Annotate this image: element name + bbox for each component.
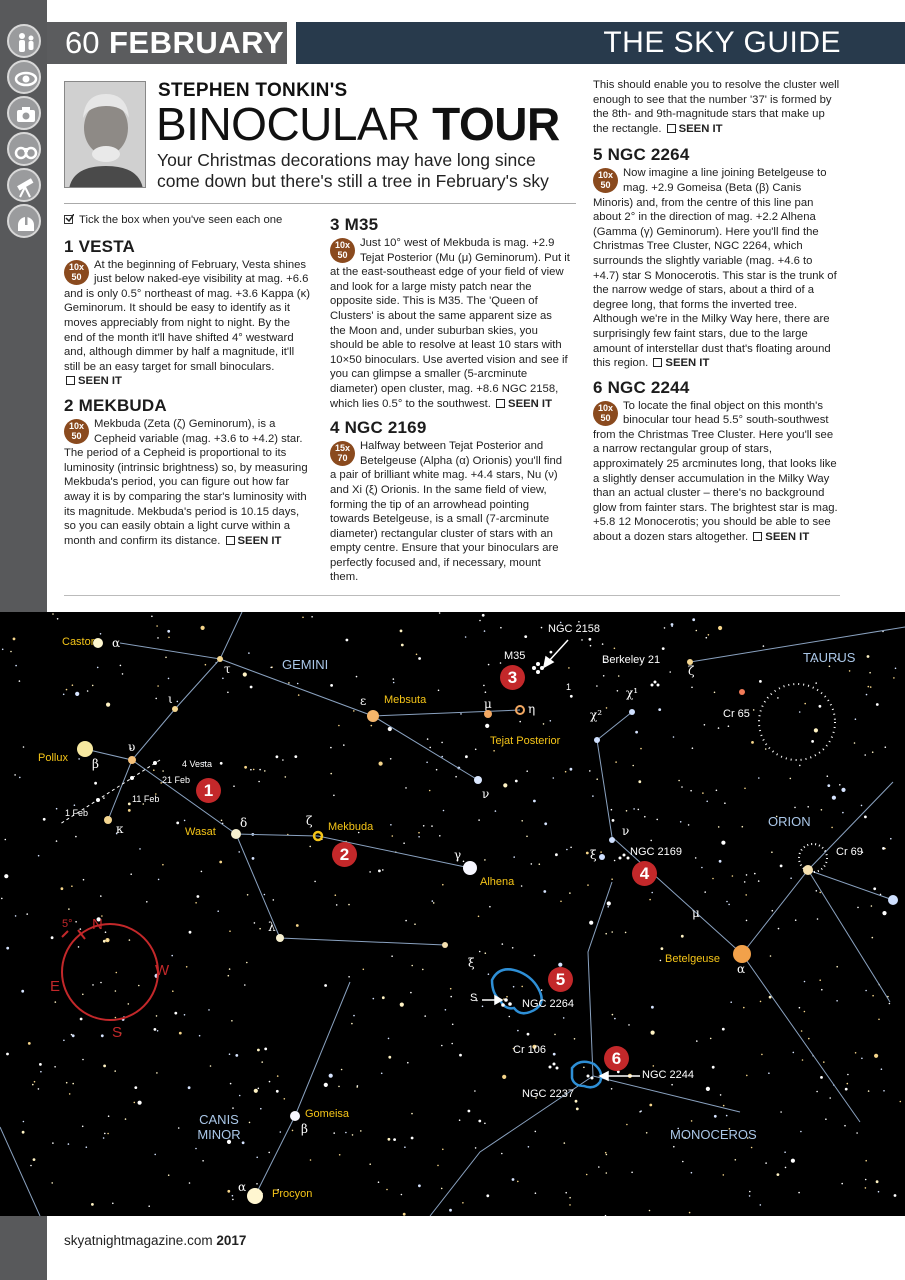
object-text: At the beginning of February, Vesta shines just below naked-eye visibility at mag. +6.6 and is only 0.5° northeast of mag. +3.6 Kappa (κ) Geminorum. It should be easy to identify as it moves appreciably from night to night. By the end of the month it'll have shifted 4° westward and, although dimmer by half a magnitude, it'll still be an easy target for small binoculars.: [64, 258, 310, 373]
column-2: [330, 214, 570, 591]
object-label: NGC 2237: [522, 1088, 574, 1100]
object-6: [593, 377, 841, 545]
greek-letter-label: γ: [454, 848, 462, 862]
checkbox-icon: [64, 215, 73, 224]
background-stars: [1, 612, 901, 1216]
observatory-icon[interactable]: [7, 204, 41, 238]
binocular-size-badge: 10x 50: [593, 401, 618, 426]
compass-rose: [62, 924, 158, 1020]
greek-letter-label: υ: [128, 740, 136, 754]
star-label: Pollux: [38, 752, 68, 764]
compass-east: E: [50, 978, 61, 995]
object-label: Cr 106: [513, 1044, 547, 1056]
divider: [64, 595, 840, 596]
greek-letter-label: α: [112, 636, 121, 650]
seen-it-checkbox[interactable]: SEEN IT: [494, 398, 552, 410]
people-icon[interactable]: [7, 24, 41, 58]
star-label: Procyon: [272, 1188, 313, 1200]
cr69-circle: [799, 844, 827, 872]
greek-letter-label: μ: [484, 697, 492, 711]
page-number: 60: [65, 25, 100, 60]
tick-note: [64, 213, 312, 228]
star-label: Castor: [62, 636, 95, 648]
star-label: Alhena: [480, 876, 515, 888]
cr65-circle: [759, 684, 835, 760]
binocular-size-badge: 10x 50: [64, 419, 89, 444]
greek-letter-label: ν: [482, 787, 490, 801]
object-2: [64, 395, 312, 548]
greek-letter-label: τ: [224, 662, 231, 676]
eye-icon[interactable]: [7, 60, 41, 94]
marker-3: 3: [500, 665, 525, 690]
marker-1: 1: [196, 778, 221, 803]
seen-it-checkbox[interactable]: SEEN IT: [751, 531, 809, 543]
object-text: Halfway between Tejat Posterior and Betelgeuse (Alpha (α) Orionis) you'll find a pair of brilliant white mag. +4.4 stars, Nu (ν) and Xi (ξ) Orionis. In the same field of view, forming the tip of an arrowhead pointing towards Betelgeuse, is a small (7-arcminute diameter) rectangular cluster of stars with an empty centre. Ensure that your binoculars are perfectly focused and, if necessary, mount them.: [330, 440, 563, 584]
greek-letter-label: χ¹: [626, 686, 639, 700]
star-label: Mebsuta: [384, 694, 427, 706]
greek-letter-label: β: [92, 757, 99, 771]
constellation-label: CANIS MINOR: [197, 1112, 241, 1142]
marker-4: 4: [632, 861, 657, 886]
footer-site: skyatnightmagazine.com: [64, 1233, 213, 1248]
column-1: [64, 213, 312, 554]
seen-it-checkbox[interactable]: SEEN IT: [665, 123, 723, 135]
object-label: Cr 65: [723, 708, 750, 720]
feature-title-bold: TOUR: [432, 98, 560, 150]
section-title: THE SKY GUIDE: [603, 26, 841, 59]
object-4: [330, 417, 570, 585]
flamsteed-label: 1: [566, 682, 572, 692]
object-heading: 4 NGC 2169: [330, 418, 427, 438]
author-name: STEPHEN TONKIN'S: [158, 80, 348, 101]
object-label: Cr 69: [836, 846, 863, 858]
compass-west: W: [155, 962, 170, 979]
binoculars-icon[interactable]: [7, 132, 41, 166]
greek-letter-label: ι: [168, 692, 173, 706]
object-3: [330, 214, 570, 411]
seen-it-checkbox[interactable]: SEEN IT: [64, 375, 122, 387]
seen-it-checkbox[interactable]: SEEN IT: [224, 535, 282, 547]
binocular-size-badge: 10x 50: [330, 238, 355, 263]
greek-letter-label: ζ: [688, 664, 695, 678]
object-label: NGC 2169: [630, 846, 682, 858]
vesta-date-label: 1 Feb: [65, 808, 89, 818]
seen-it-checkbox[interactable]: SEEN IT: [651, 357, 709, 369]
marker-2: 2: [332, 842, 357, 867]
constellation-label: ORION: [768, 814, 811, 829]
greek-letter-label: κ: [116, 822, 124, 836]
star-label: Wasat: [185, 826, 216, 838]
column-3: [593, 78, 841, 551]
star-label: Mekbuda: [328, 821, 374, 833]
compass-south: S: [112, 1024, 123, 1041]
greek-letter-label: η: [528, 702, 536, 716]
greek-letter-label: λ: [268, 920, 276, 934]
object-heading: 1 VESTA: [64, 236, 135, 256]
ngc2237-nebula: [572, 1062, 601, 1088]
object-label: S: [470, 992, 478, 1004]
constellation-label: TAURUS: [803, 650, 856, 665]
greek-letter-label: ξ: [468, 956, 475, 970]
compass-scale: 5°: [62, 918, 73, 930]
object-text: To locate the final object on this month's binocular tour head 5.5° south-southwest from the Christmas Tree Cluster. Here you'll see a narrow rectangular group of stars, approximately 25 arcminutes long, that looks like a slightly denser accumulation in the Milky Way than an actual cluster – there's no background glow from fainter stars. The brightest star is mag. +5.8 12 Monocerotis; you should be able to see about a dozen stars altogether.: [593, 399, 838, 544]
pointer-arrows: [482, 640, 640, 1080]
author-portrait: [64, 81, 146, 188]
star-label: Betelgeuse: [665, 953, 721, 965]
feature-title-light: BINOCULAR: [156, 98, 420, 150]
star-label: Tejat Posterior: [490, 735, 561, 747]
star-chart: [0, 612, 905, 1216]
object-label: M35: [504, 650, 526, 662]
object-text: Now imagine a line joining Betelgeuse to mag. +2.9 Gomeisa (Beta (β) Canis Minoris) and, from the centre of this line pan about 2° in the direction of mag. +2.2 Alhena (Gamma (γ) Geminorum). Here you'll find the Christmas Tree Cluster, NGC 2264, which surrounds the slightly variable (mag. +4.6 to +4.7) star S Monocerotis. This star is the trunk of the narrow wedge of stars, about a third of a degree long, that forms the inverted tree. Although we're in the Milky Way here, there are surprisingly few faint stars, due to the large amount of interstellar dust that's floating around this region.: [593, 167, 837, 370]
greek-letter-label: β: [301, 1122, 308, 1136]
footer-year: 2017: [216, 1233, 247, 1248]
object-heading: 2 MEKBUDA: [64, 395, 167, 415]
binocular-size-badge: 10x 50: [64, 260, 89, 285]
object-label: NGC 2244: [642, 1069, 694, 1081]
star-label: Gomeisa: [305, 1108, 350, 1120]
header-left-bar: [47, 22, 287, 64]
binocular-size-badge: 10x 50: [593, 168, 618, 193]
object-text-continued: This should enable you to resolve the cluster well enough to see that the number '37' is formed by the 8th- and 9th-magnitude stars that make up the rectangle.: [593, 79, 840, 135]
camera-icon[interactable]: [7, 96, 41, 130]
object-1: [64, 236, 312, 389]
star-chart-graphics: [0, 612, 905, 1216]
binocular-size-badge: 15x 70: [330, 441, 355, 466]
constellation-label: MONOCEROS: [670, 1127, 757, 1142]
greek-letter-label: δ: [240, 816, 248, 830]
divider: [64, 203, 576, 204]
header-right-bar: [296, 22, 905, 64]
marker-6: 6: [604, 1046, 629, 1071]
footer: [64, 1233, 246, 1248]
greek-letter-label: ν: [622, 824, 630, 838]
vesta-label: 4 Vesta: [182, 759, 213, 769]
constellation-lines: [0, 612, 905, 1216]
compass-north: N: [92, 916, 103, 933]
standfirst: Your Christmas decorations may have long since come down but there's still a tree in February's sky: [157, 150, 549, 191]
constellation-label: GEMINI: [282, 657, 329, 672]
object-text: Mekbuda (Zeta (ζ) Geminorum), is a Cepheid variable (mag. +3.6 to +4.2) star. The period of a Cepheid is proportional to its luminosity (intrinsic brightness) so, by measuring Mekbuda's period, you can figure out how far away it is by comparing the star's luminosity with its magnitude. Mekbuda's period is 10.15 days, so you can easily obtain a light curve within a month and confirm its distance.: [64, 417, 308, 547]
object-5: [593, 144, 841, 370]
vesta-date-label: 11 Feb: [132, 794, 160, 804]
greek-letter-label: μ: [692, 906, 700, 920]
feature-title: [156, 98, 560, 150]
object-heading: 6 NGC 2244: [593, 377, 690, 397]
greek-letter-label: ξ: [590, 848, 597, 862]
greek-letter-label: α: [238, 1180, 247, 1194]
object-text: Just 10° west of Mekbuda is mag. +2.9 Tejat Posterior (Mu (μ) Geminorum). Put it at the east-southeast edge of your field of view and look for a large misty patch near the opposite side. This is M35. The 'Queen of Clusters' is about the same apparent size as the Moon and, under suburban skies, you should be able to resolve at least 10 stars with 10×50 binoculars. Use averted vision and see if you can glimpse a smaller (5-arcminute diameter) open cluster, mag. +8.6 NGC 2158, which lies 0.5° to the southwest.: [330, 237, 570, 410]
object-heading: 3 M35: [330, 215, 379, 234]
greek-letter-label: ζ: [306, 814, 313, 828]
telescope-icon[interactable]: [7, 168, 41, 202]
tick-note-text: Tick the box when you've seen each one: [79, 214, 283, 226]
greek-letter-label: ε: [360, 694, 367, 708]
object-label: NGC 2158: [548, 623, 600, 635]
marker-5: 5: [548, 967, 573, 992]
greek-letter-label: α: [737, 962, 746, 976]
object-heading: 5 NGC 2264: [593, 145, 690, 165]
object-label: Berkeley 21: [602, 654, 661, 666]
month-title: FEBRUARY: [109, 25, 285, 60]
object-label: NGC 2264: [522, 998, 574, 1010]
vesta-date-label: 21 Feb: [162, 775, 191, 785]
greek-letter-label: χ²: [590, 708, 603, 722]
